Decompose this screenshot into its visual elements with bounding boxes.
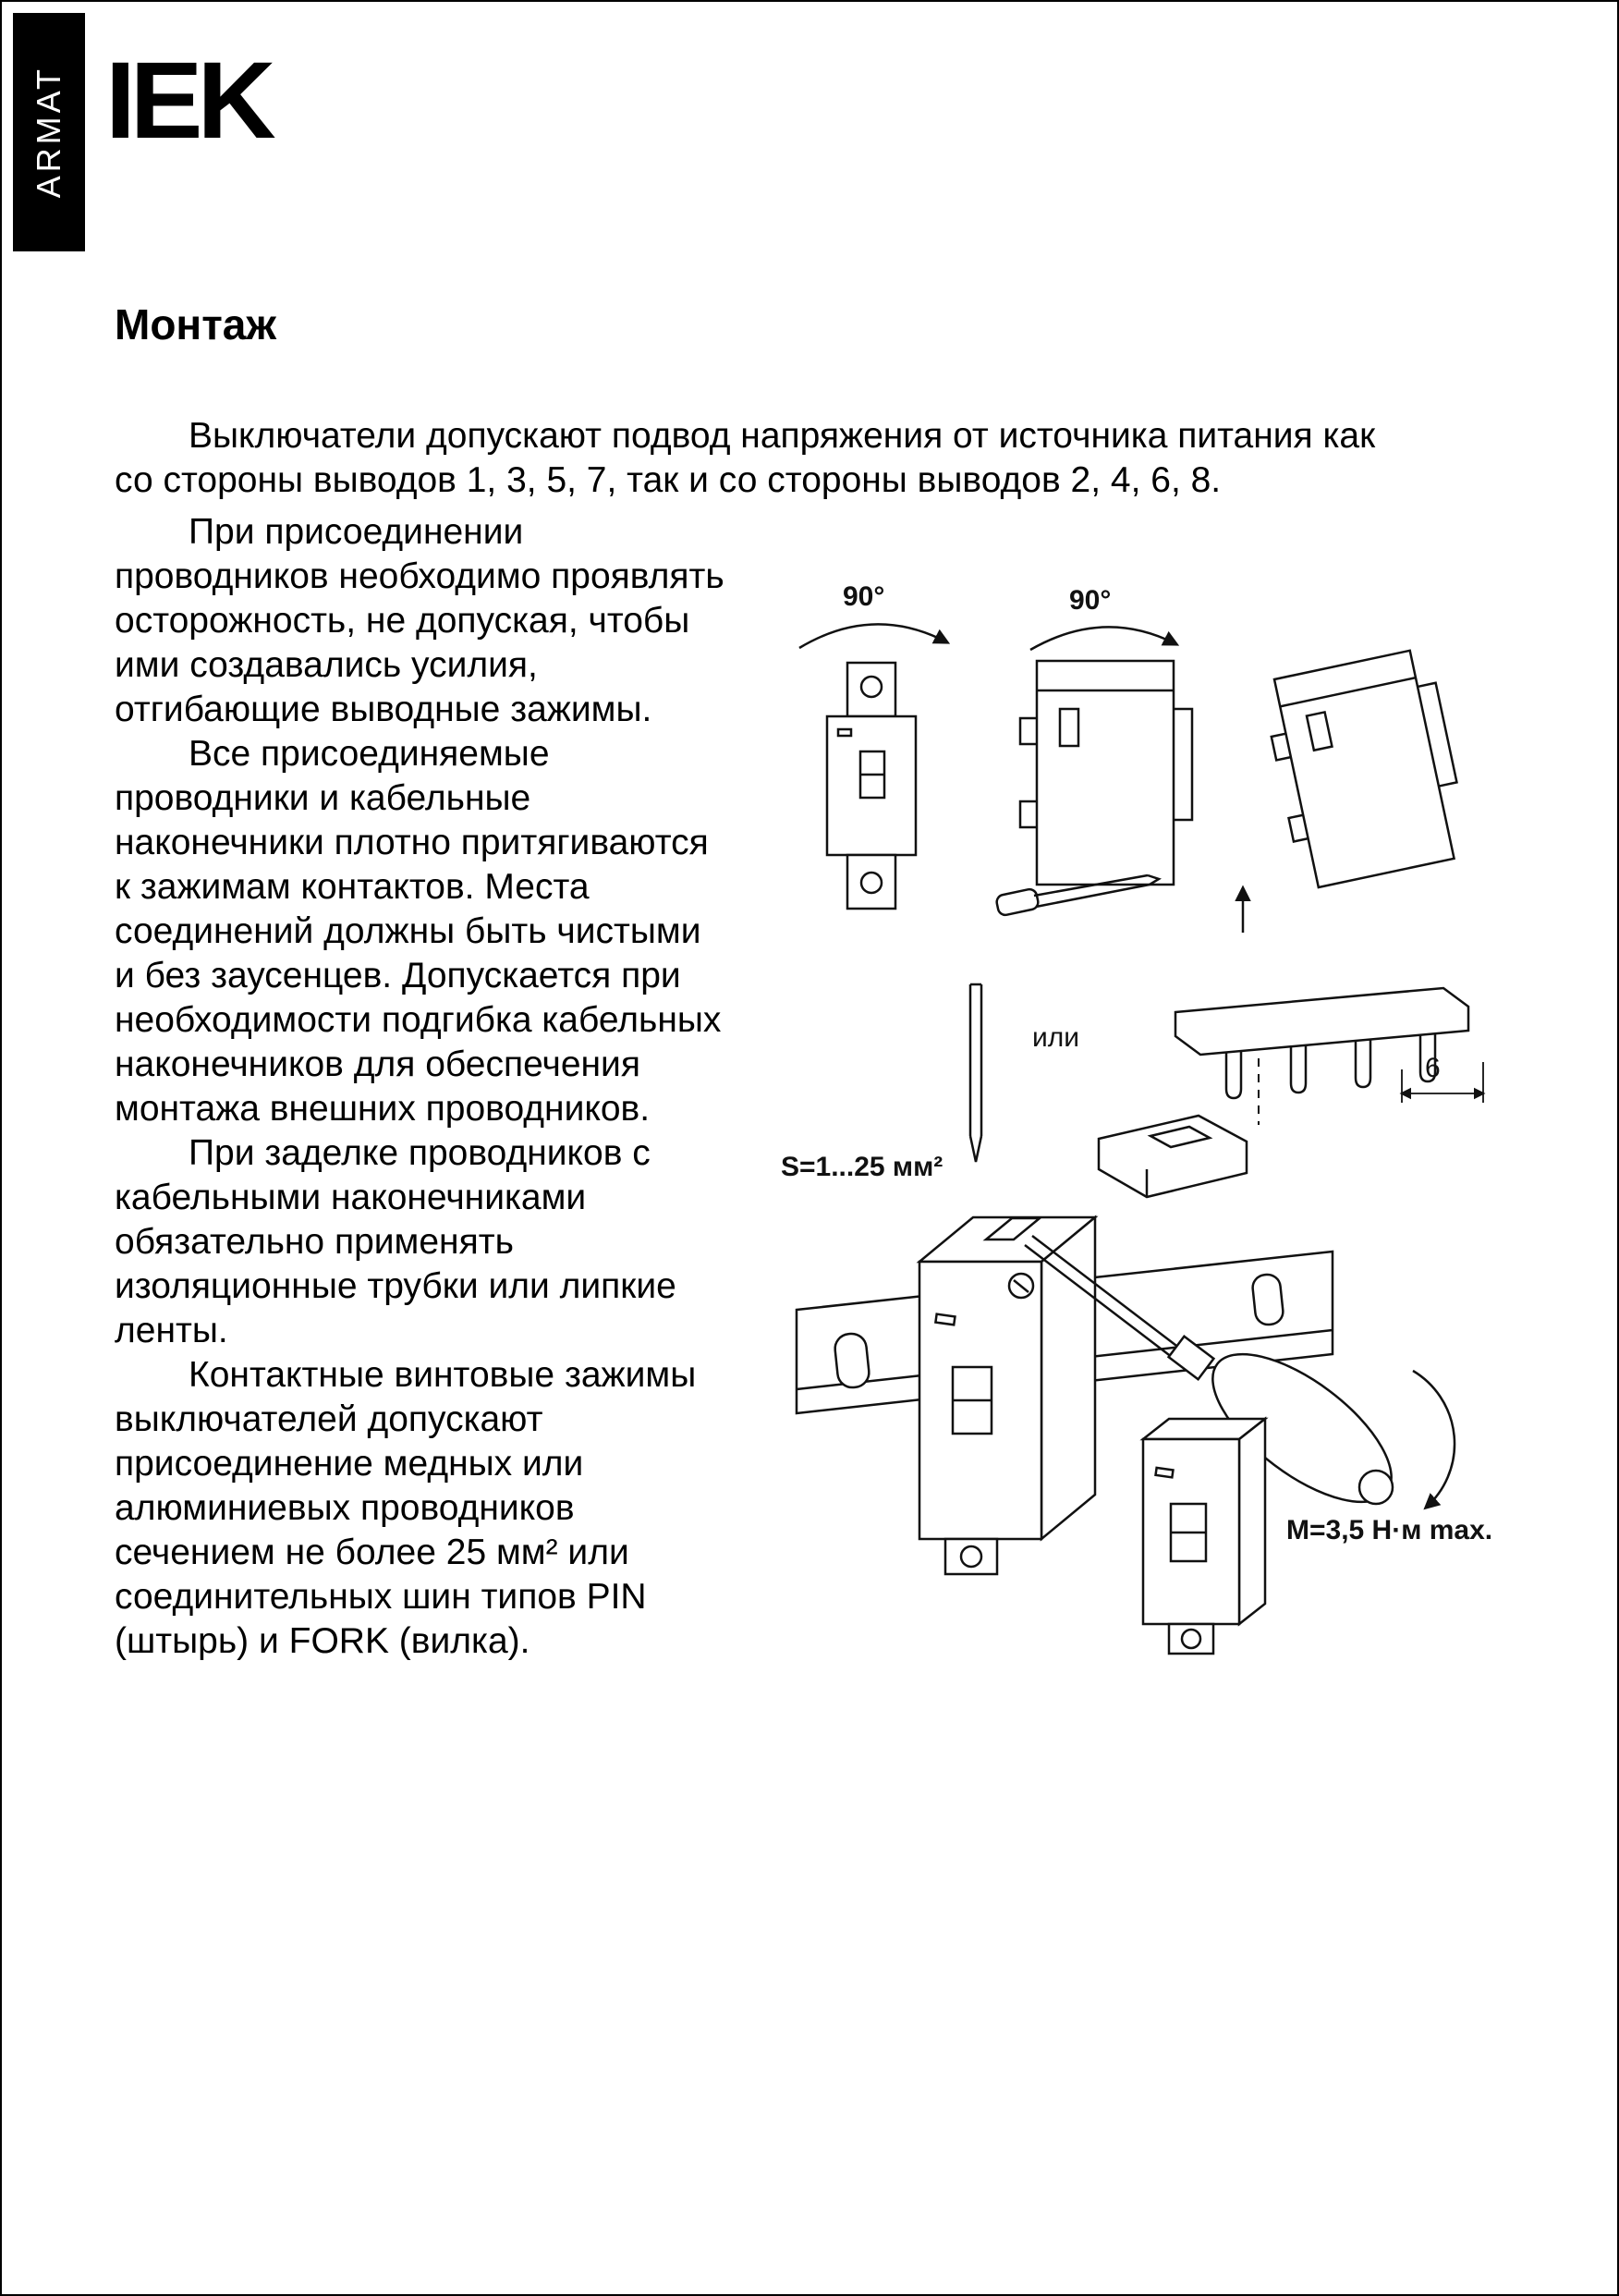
body-paragraph-3: При заделке проводников с кабельными наконечниками обязательно применять изоляционные трубки или липкие ленты.	[115, 1133, 676, 1350]
screwdriver-vertical-drawing	[970, 984, 981, 1162]
brand-vertical-label: ARMAT	[30, 66, 67, 199]
breaker-tilted-view-drawing	[1260, 647, 1472, 891]
iek-logo: IEK	[105, 40, 271, 162]
breaker-mounted-drawing	[919, 1217, 1095, 1574]
wire-section-label: S=1...25 мм²	[781, 1152, 943, 1182]
torque-label: M=3,5 Н·м max.	[1286, 1515, 1493, 1545]
fork-terminal-drawing	[1099, 1116, 1247, 1197]
installation-figure	[755, 570, 1508, 1693]
breaker-front-view-drawing	[827, 663, 916, 909]
section-heading: Монтаж	[115, 300, 276, 348]
pin-busbar-drawing	[1175, 988, 1483, 1103]
pitch-dimension-label: 6	[1425, 1053, 1441, 1083]
angle-right-label: 90°	[1069, 585, 1112, 616]
breaker-small-drawing	[1143, 1419, 1265, 1654]
or-label: или	[1032, 1022, 1080, 1053]
brand-sidebar	[13, 13, 85, 251]
body-paragraph-2: Все присоединяемые проводники и кабельные наконечники плотно притягиваются к зажимам контактов. Места соединений должны быть чистыми и без заусенцев. Допускается при необходимости подгибка кабельных наконечников для обеспечения монтажа внешних проводников.	[115, 734, 722, 1129]
intro-paragraph: Выключатели допускают подвод напряжения от источника питания как со стороны выводов 1, 3, 5, 7, так и со стороны выводов 2, 4, 6, 8.	[115, 416, 1376, 500]
angle-left-label: 90°	[843, 581, 885, 612]
body-paragraph-1: При присоединении проводников необходимо проявлять осторожность, не допуская, чтобы ими создавались усилия, отгибающие выводные зажимы.	[115, 512, 724, 729]
body-paragraph-4: Контактные винтовые зажимы выключателей допускают присоединение медных или алюминиевых проводников сечением не более 25 мм² или соединительных шин типов PIN (штырь) и FORK (вилка).	[115, 1355, 697, 1661]
body-text-column	[115, 510, 729, 1664]
breaker-side-view-drawing	[995, 661, 1243, 933]
rotation-arrows	[799, 624, 1176, 650]
